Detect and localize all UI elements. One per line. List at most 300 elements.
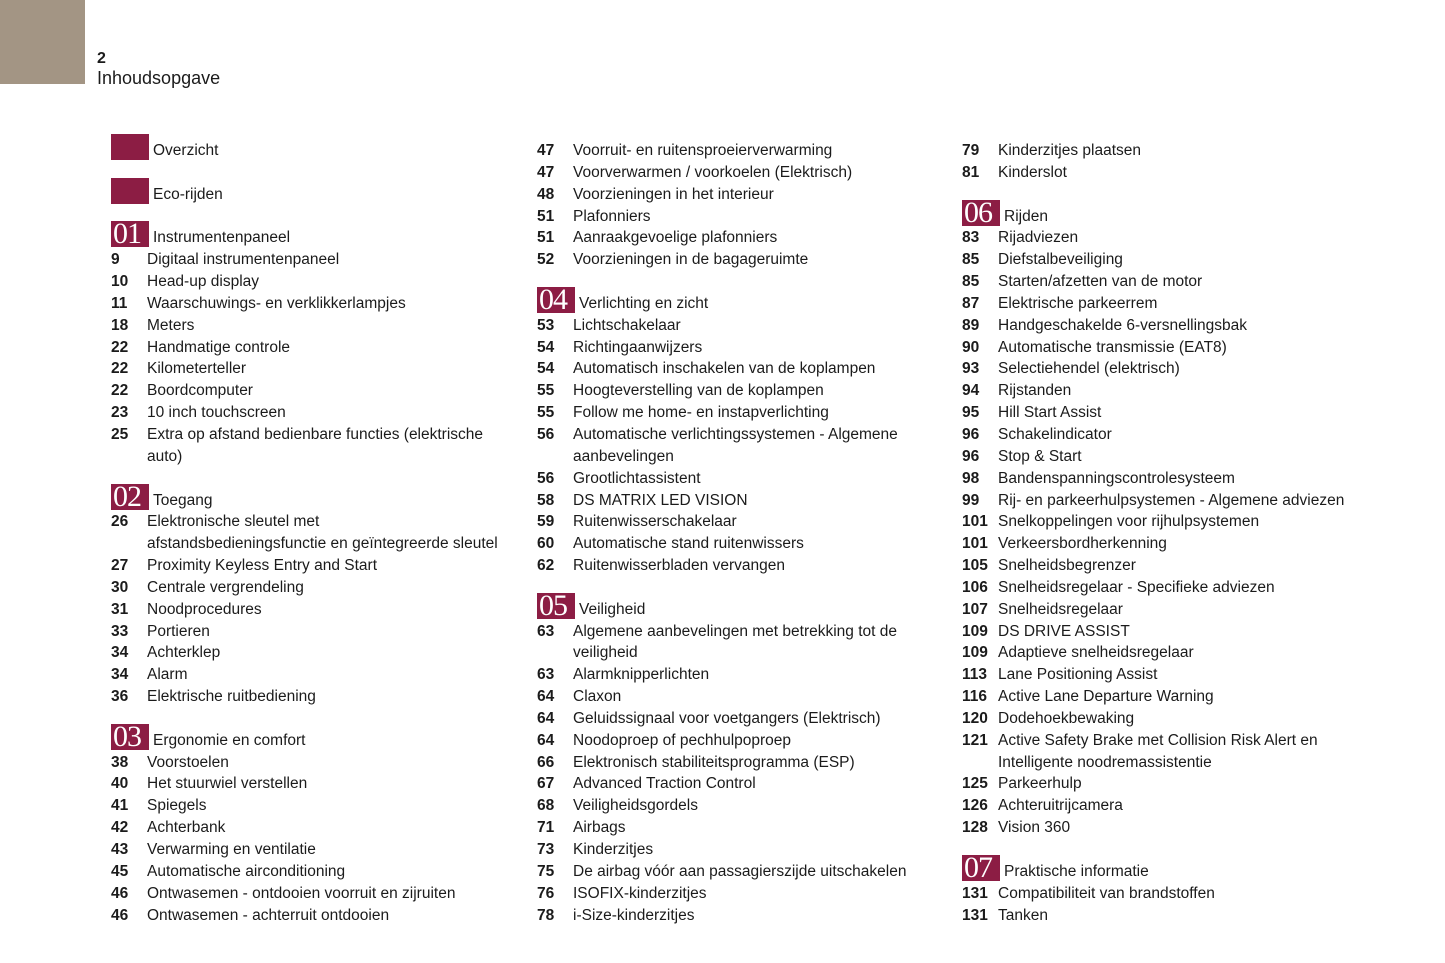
entry-title: Aanraakgevoelige plafonniers [573,229,778,247]
entry-title: Digitaal instrumentenpaneel [147,251,340,269]
toc-entry[interactable] [111,337,531,359]
entry-title: veiligheid [573,644,638,662]
toc-entry[interactable] [537,315,952,337]
section-title: Instrumentenpaneel [153,229,291,247]
toc-entry-continuation[interactable] [111,533,531,555]
entry-title: DS DRIVE ASSIST [998,622,1130,640]
chapter-box [111,134,149,160]
section-heading[interactable] [111,221,531,249]
chapter-number: 01 [113,221,141,248]
toc-entry[interactable] [537,380,952,402]
entry-title: Active Safety Brake met Collision Risk Alert en [998,731,1318,749]
toc-entry[interactable] [111,380,531,402]
entry-title: Tanken [998,906,1048,924]
entry-page-number: 109 [962,622,988,640]
toc-entry[interactable] [962,424,1432,446]
entry-page-number: 128 [962,819,988,837]
entry-title: Kinderzitjes plaatsen [998,142,1142,159]
toc-entry[interactable] [962,533,1432,555]
toc-section [111,483,531,708]
entry-page-number: 22 [111,360,129,378]
entry-page-number: 96 [962,425,980,443]
entry-page-number: 53 [537,316,555,334]
entry-title: Het stuurwiel verstellen [147,775,308,793]
entry-page-number: 101 [962,535,988,553]
entry-title: aanbevelingen [573,447,674,465]
entry-page-number: 51 [537,207,555,225]
chapter-number: 07 [964,854,992,881]
entry-title: Extra op afstand bedienbare functies (elektrische [147,425,484,443]
entry-page-number: 89 [962,316,980,334]
entry-title: Voorzieningen in het interieur [573,185,774,203]
corner-tab [0,0,85,84]
toc-entry[interactable] [111,773,531,795]
entry-page-number: 51 [537,229,555,247]
entry-title: Snelkoppelingen voor rijhulpsystemen [998,513,1260,531]
entry-page-number: 79 [962,142,980,159]
entry-page-number: 93 [962,360,980,378]
entry-page-number: 71 [537,819,555,837]
entry-page-number: 63 [537,622,555,640]
section-heading[interactable] [962,854,1432,883]
entry-page-number: 95 [962,404,980,422]
entry-page-number: 48 [537,185,555,203]
toc-entry[interactable] [962,271,1432,293]
entry-title: Voorstoelen [147,753,229,771]
entry-page-number: 30 [111,578,129,596]
entry-page-number [537,642,573,664]
toc-entry[interactable] [962,468,1432,490]
entry-title: Rij- en parkeerhulpsystemen - Algemene adviezen [998,491,1345,509]
entry-page-number: 52 [537,251,555,269]
entry-title: Dodehoekbewaking [998,709,1135,727]
chapter-number: 02 [113,483,141,510]
toc-entry[interactable] [111,861,531,883]
entry-title: Verkeersbordherkenning [998,535,1167,553]
chapter-box [537,287,575,313]
chapter-number: 03 [113,723,141,750]
toc-entry[interactable] [962,795,1432,817]
entry-page-number: 105 [962,557,988,575]
toc-entry[interactable] [962,555,1432,577]
entry-page-number: 56 [537,425,555,443]
section-title: Overzicht [153,142,219,159]
entry-page-number: 40 [111,775,129,793]
entry-page-number: 90 [962,338,980,356]
toc-entry[interactable] [111,402,531,424]
entry-title: Noodoproep of pechhulpoproep [573,731,792,749]
toc-entry[interactable] [537,905,952,927]
entry-page-number: 126 [962,797,988,815]
toc-entry[interactable] [962,358,1432,380]
entry-page-number: 121 [962,731,988,749]
entry-title: Head-up display [147,273,260,291]
toc-section [537,286,952,577]
toc-entry[interactable] [537,533,952,555]
toc-entry[interactable] [537,752,952,774]
toc-column [537,140,952,926]
toc-entry[interactable] [962,599,1432,621]
toc-entry[interactable] [537,206,952,228]
entry-title: Handgeschakelde 6-versnellingsbak [998,316,1248,334]
entry-title: Automatische stand ruitenwissers [573,535,804,553]
toc-entry[interactable] [111,271,531,293]
toc-entry[interactable] [537,468,952,490]
toc-entry[interactable] [111,511,531,533]
toc-entry[interactable] [962,446,1432,468]
entry-page-number: 73 [537,841,555,858]
toc-column [962,140,1432,926]
toc-entry-continuation[interactable] [537,446,952,468]
section-title: Ergonomie en comfort [153,731,306,749]
toc-entry[interactable] [962,686,1432,708]
entry-title: Proximity Keyless Entry and Start [147,557,377,575]
entry-page-number: 62 [537,557,555,575]
toc-entry[interactable] [962,664,1432,686]
entry-page-number: 34 [111,644,129,662]
entry-page-number: 94 [962,382,980,400]
toc-entry[interactable] [111,839,531,861]
chapter-box [111,221,149,247]
toc-entry[interactable] [962,577,1432,599]
chapter-box [962,855,1000,881]
entry-title: Ontwasemen - ontdooien voorruit en zijruiten [147,884,456,902]
toc-entry-continuation[interactable] [111,446,531,468]
entry-title: Lichtschakelaar [573,316,681,334]
chapter-box [111,484,149,510]
entry-page-number [962,752,998,774]
section-title: Veiligheid [579,600,646,618]
toc-entry[interactable] [537,249,952,271]
toc-entry[interactable] [962,817,1432,839]
toc-section [111,221,531,467]
toc-entry[interactable] [962,730,1432,752]
entry-title: Meters [147,316,195,334]
entry-title: Compatibiliteit van brandstoffen [998,884,1215,902]
toc-entry[interactable] [537,162,952,184]
toc-entry[interactable] [111,817,531,839]
entry-title: Ontwasemen - achterruit ontdooien [147,906,390,924]
entry-title: Adaptieve snelheidsregelaar [998,644,1194,662]
entry-title: Active Lane Departure Warning [998,688,1214,706]
toc-entry[interactable] [111,664,531,686]
entry-page-number: 56 [537,469,555,487]
section-title: Verlichting en zicht [579,294,709,312]
entry-page-number: 76 [537,884,555,902]
section-heading[interactable] [111,184,531,206]
entry-page-number: 59 [537,513,555,531]
entry-page-number: 101 [962,513,988,531]
toc-entry[interactable] [962,883,1432,905]
section-heading[interactable] [962,199,1432,228]
entry-page-number: 64 [537,731,555,749]
toc-entry[interactable] [537,511,952,533]
entry-page-number: 66 [537,753,555,771]
entry-title: Voorzieningen in de bagageruimte [573,251,809,269]
entry-page-number: 38 [111,753,129,771]
entry-page-number: 125 [962,775,988,793]
toc-entry[interactable] [111,686,531,708]
section-heading[interactable] [111,483,531,512]
entry-title: Portieren [147,622,210,640]
toc-entry[interactable] [962,140,1432,162]
entry-page-number: 63 [537,666,555,684]
chapter-box [111,724,149,750]
toc-entry[interactable] [537,227,952,249]
chapter-number: 05 [539,592,567,619]
toc-section [111,184,531,206]
entry-title: Selectiehendel (elektrisch) [998,360,1180,378]
entry-page-number: 58 [537,491,555,509]
toc-entry[interactable] [111,315,531,337]
toc-entry[interactable] [962,490,1432,512]
toc-entry[interactable] [111,883,531,905]
entry-title: Elektronische sleutel met [147,513,320,531]
entry-page-number: 18 [111,316,129,334]
entry-title: Rijstanden [998,382,1072,400]
toc-entry[interactable] [537,795,952,817]
toc-entry[interactable] [962,337,1432,359]
entry-title: DS MATRIX LED VISION [573,491,748,509]
toc-section [537,140,952,271]
toc-entry[interactable] [537,861,952,883]
section-heading[interactable] [537,286,952,315]
toc-entry[interactable] [537,686,952,708]
entry-title: Elektronisch stabiliteitsprogramma (ESP) [573,753,855,771]
toc-entry[interactable] [111,621,531,643]
entry-title: Elektrische parkeerrem [998,294,1158,312]
chapter-number: 06 [964,199,992,226]
entry-page-number [111,446,147,468]
entry-title: Rijadviezen [998,229,1079,247]
entry-title: Achterbank [147,819,226,837]
chapter-box [111,178,149,204]
entry-page-number: 109 [962,644,988,662]
toc-entry[interactable] [962,293,1432,315]
chapter-number: 04 [539,286,567,313]
entry-page-number: 46 [111,906,129,924]
page-title: Inhoudsopgave [97,68,221,88]
entry-title: Achteruitrijcamera [998,797,1123,815]
toc-entry[interactable] [962,402,1432,424]
toc-entry[interactable] [537,664,952,686]
toc-section [962,854,1432,927]
entry-page-number: 22 [111,382,129,400]
toc-entry[interactable] [962,380,1432,402]
entry-title: Claxon [573,688,622,706]
section-title: Eco-rijden [153,185,223,203]
toc-entry[interactable] [962,511,1432,533]
entry-title: Achterklep [147,644,221,662]
toc-entry-continuation[interactable] [537,642,952,664]
toc-entry[interactable] [962,773,1432,795]
section-heading[interactable] [111,723,531,752]
toc-entry[interactable] [537,883,952,905]
entry-title: Stop & Start [998,447,1082,465]
entry-title: Kilometerteller [147,360,247,378]
entry-page-number: 106 [962,578,988,596]
entry-title: Snelheidsregelaar [998,600,1123,618]
entry-page-number: 113 [962,666,988,684]
entry-title: Voorruit- en ruitensproeierverwarming [573,142,833,159]
entry-page-number: 55 [537,404,555,422]
toc-entry[interactable] [111,358,531,380]
entry-title: Kinderslot [998,163,1067,181]
entry-title: Parkeerhulp [998,775,1082,793]
toc-entry[interactable] [537,730,952,752]
entry-title: Elektrische ruitbediening [147,688,316,706]
entry-page-number: 11 [111,294,128,312]
toc-entry[interactable] [962,642,1432,664]
toc-entry[interactable] [111,577,531,599]
entry-title: Automatische verlichtingssystemen - Algemene [573,425,898,443]
toc-entry[interactable] [537,402,952,424]
entry-page-number: 55 [537,382,555,400]
section-title: Rijden [1004,207,1048,225]
entry-title: Veiligheidsgordels [573,797,698,815]
entry-title: Voorverwarmen / voorkoelen (Elektrisch) [573,163,853,181]
toc-entry[interactable] [537,490,952,512]
toc-entry[interactable] [111,249,531,271]
toc-entry[interactable] [111,599,531,621]
entry-page-number: 131 [962,906,988,924]
entry-page-number: 120 [962,709,988,727]
section-title: Toegang [153,491,213,509]
entry-page-number: 25 [111,425,129,443]
entry-page-number: 67 [537,775,555,793]
toc-entry[interactable] [111,752,531,774]
toc-entry[interactable] [111,795,531,817]
toc-entry[interactable] [537,555,952,577]
toc-entry[interactable] [962,227,1432,249]
entry-page-number: 9 [111,251,120,269]
entry-page-number: 78 [537,906,555,924]
entry-title: Verwarming en ventilatie [147,841,316,858]
toc-section [111,723,531,927]
toc-entry[interactable] [537,424,952,446]
entry-page-number: 60 [537,535,555,553]
toc-entry[interactable] [962,708,1432,730]
entry-page-number: 43 [111,841,129,858]
entry-title: De airbag vóór aan passagierszijde uitschakelen [573,862,907,880]
toc-entry[interactable] [962,162,1432,184]
entry-page-number: 23 [111,404,129,422]
toc-entry[interactable] [111,555,531,577]
entry-page-number: 83 [962,229,980,247]
toc-entry[interactable] [962,621,1432,643]
entry-title: Snelheidsbegrenzer [998,557,1136,575]
entry-title: Handmatige controle [147,338,291,356]
toc-entry[interactable] [537,358,952,380]
entry-page-number: 96 [962,447,980,465]
toc-entry[interactable] [537,839,952,861]
toc-entry[interactable] [111,642,531,664]
entry-title: Starten/afzetten van de motor [998,273,1203,291]
entry-page-number: 99 [962,491,980,509]
toc-section [537,592,952,927]
entry-title: Snelheidsregelaar - Specifieke adviezen [998,578,1275,596]
entry-page-number: 81 [962,163,980,181]
entry-title: Diefstalbeveiliging [998,251,1123,269]
toc-entry[interactable] [962,905,1432,927]
entry-page-number [537,446,573,468]
entry-page-number: 36 [111,688,129,706]
section-title: Praktische informatie [1004,862,1149,880]
entry-page-number: 46 [111,884,129,902]
entry-page-number: 31 [111,600,129,618]
toc-column [111,140,531,926]
entry-title: Spiegels [147,797,207,815]
entry-page-number: 85 [962,251,980,269]
entry-page-number: 34 [111,666,129,684]
toc-section [962,199,1432,839]
entry-title: Ruitenwisserschakelaar [573,513,737,531]
section-heading[interactable] [111,140,531,162]
toc-entry[interactable] [537,621,952,643]
entry-page-number: 26 [111,513,129,531]
toc-entry[interactable] [537,708,952,730]
entry-page-number: 116 [962,688,988,706]
entry-title: Follow me home- en instapverlichting [573,404,829,422]
toc-entry[interactable] [962,249,1432,271]
entry-page-number: 87 [962,294,980,312]
entry-title: Bandenspanningscontrolesysteem [998,469,1235,487]
entry-page-number: 47 [537,163,555,181]
entry-page-number: 54 [537,338,555,356]
chapter-box [537,593,575,619]
entry-title: Hoogteverstelling van de koplampen [573,382,824,400]
entry-title: Lane Positioning Assist [998,666,1158,684]
toc-entry[interactable] [111,424,531,446]
entry-title: afstandsbedieningsfunctie en geïntegreerde sleutel [147,535,498,553]
entry-page-number: 64 [537,709,555,727]
chapter-box [962,200,1000,226]
toc-entry[interactable] [537,773,952,795]
entry-title: i-Size-kinderzitjes [573,906,695,924]
entry-title: Ruitenwisserbladen vervangen [573,557,785,575]
entry-title: Vision 360 [998,819,1071,837]
toc-entry[interactable] [111,905,531,927]
section-heading[interactable] [537,592,952,621]
toc-entry[interactable] [537,140,952,162]
entry-page-number: 64 [537,688,555,706]
entry-title: Advanced Traction Control [573,775,756,793]
entry-title: Automatisch inschakelen van de koplampen [573,360,876,378]
entry-page-number: 41 [111,797,129,815]
entry-title: Automatische airconditioning [147,862,346,880]
entry-title: Centrale vergrendeling [147,578,304,596]
entry-page-number: 107 [962,600,988,618]
toc-section [962,140,1432,184]
toc-entry[interactable] [962,315,1432,337]
entry-title: Kinderzitjes [573,841,654,858]
toc-entry[interactable] [537,184,952,206]
entry-title: Alarmknipperlichten [573,666,710,684]
entry-page-number: 45 [111,862,129,880]
toc-entry[interactable] [111,293,531,315]
entry-title: Richtingaanwijzers [573,338,703,356]
entry-title: Waarschuwings- en verklikkerlampjes [147,294,406,312]
entry-title: Intelligente noodremassistentie [998,753,1212,771]
toc-entry-continuation[interactable] [962,752,1432,774]
entry-title: Alarm [147,666,188,684]
toc-entry[interactable] [537,337,952,359]
toc-section [111,140,531,162]
entry-page-number: 131 [962,884,988,902]
entry-title: Hill Start Assist [998,404,1102,422]
entry-title: Geluidssignaal voor voetgangers (Elektrisch) [573,709,881,727]
toc-entry[interactable] [537,817,952,839]
